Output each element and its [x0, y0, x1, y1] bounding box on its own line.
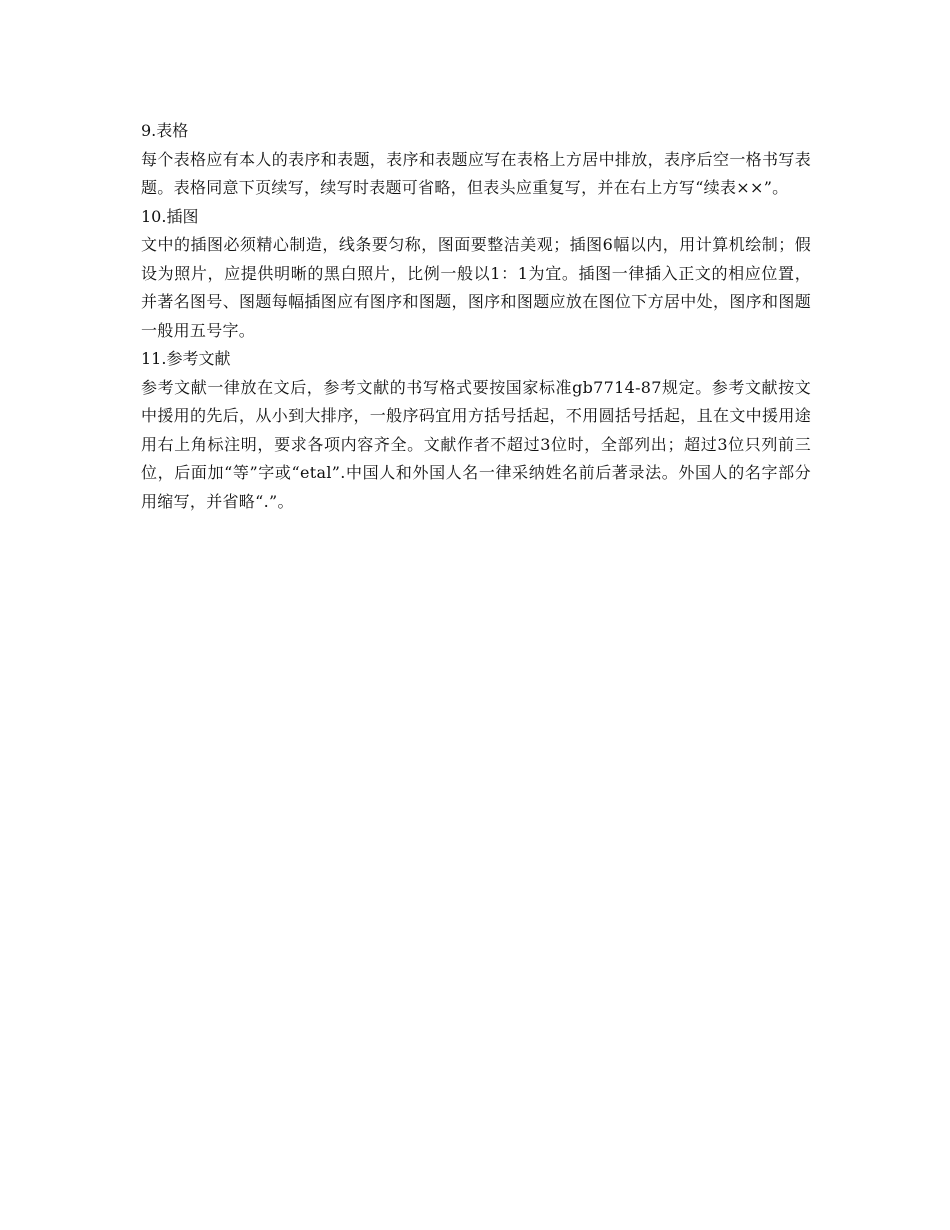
- section-paragraph-tables: 每个表格应有本人的表序和表题，表序和表题应写在表格上方居中排放，表序后空一格书写表题。表格同意下页续写，续写时表题可省略，但表头应重复写，并在右上方写“续表××”。: [141, 149, 811, 197]
- section-heading-tables: 9.表格: [141, 121, 189, 140]
- section-paragraph-references: 参考文献一律放在文后，参考文献的书写格式要按国家标准gb7714-87规定。参考文献按文中援用的先后，从小到大排序，一般序码宜用方括号括起，不用圆括号括起，且在文中援用途用右上角标注明，要求各项内容齐全。文献作者不超过3位时，全部列出；超过3位只列前三位，后面加“等”字或“etal”.中国人和外国人名一律采纳姓名前后著录法。外国人的名字部分用缩写，并省略“.”。: [141, 377, 811, 511]
- document-body: [141, 117, 811, 516]
- section-heading-references: 11.参考文献: [141, 349, 231, 368]
- section-paragraph-figures: 文中的插图必须精心制造，线条要匀称，图面要整洁美观；插图6幅以内，用计算机绘制；假设为照片，应提供明晰的黑白照片，比例一般以1：1为宜。插图一律插入正文的相应位置，并著名图号、图题每幅插图应有图序和图题，图序和图题应放在图位下方居中处，图序和图题一般用五号字。: [141, 235, 811, 340]
- section-heading-figures: 10.插图: [141, 206, 199, 226]
